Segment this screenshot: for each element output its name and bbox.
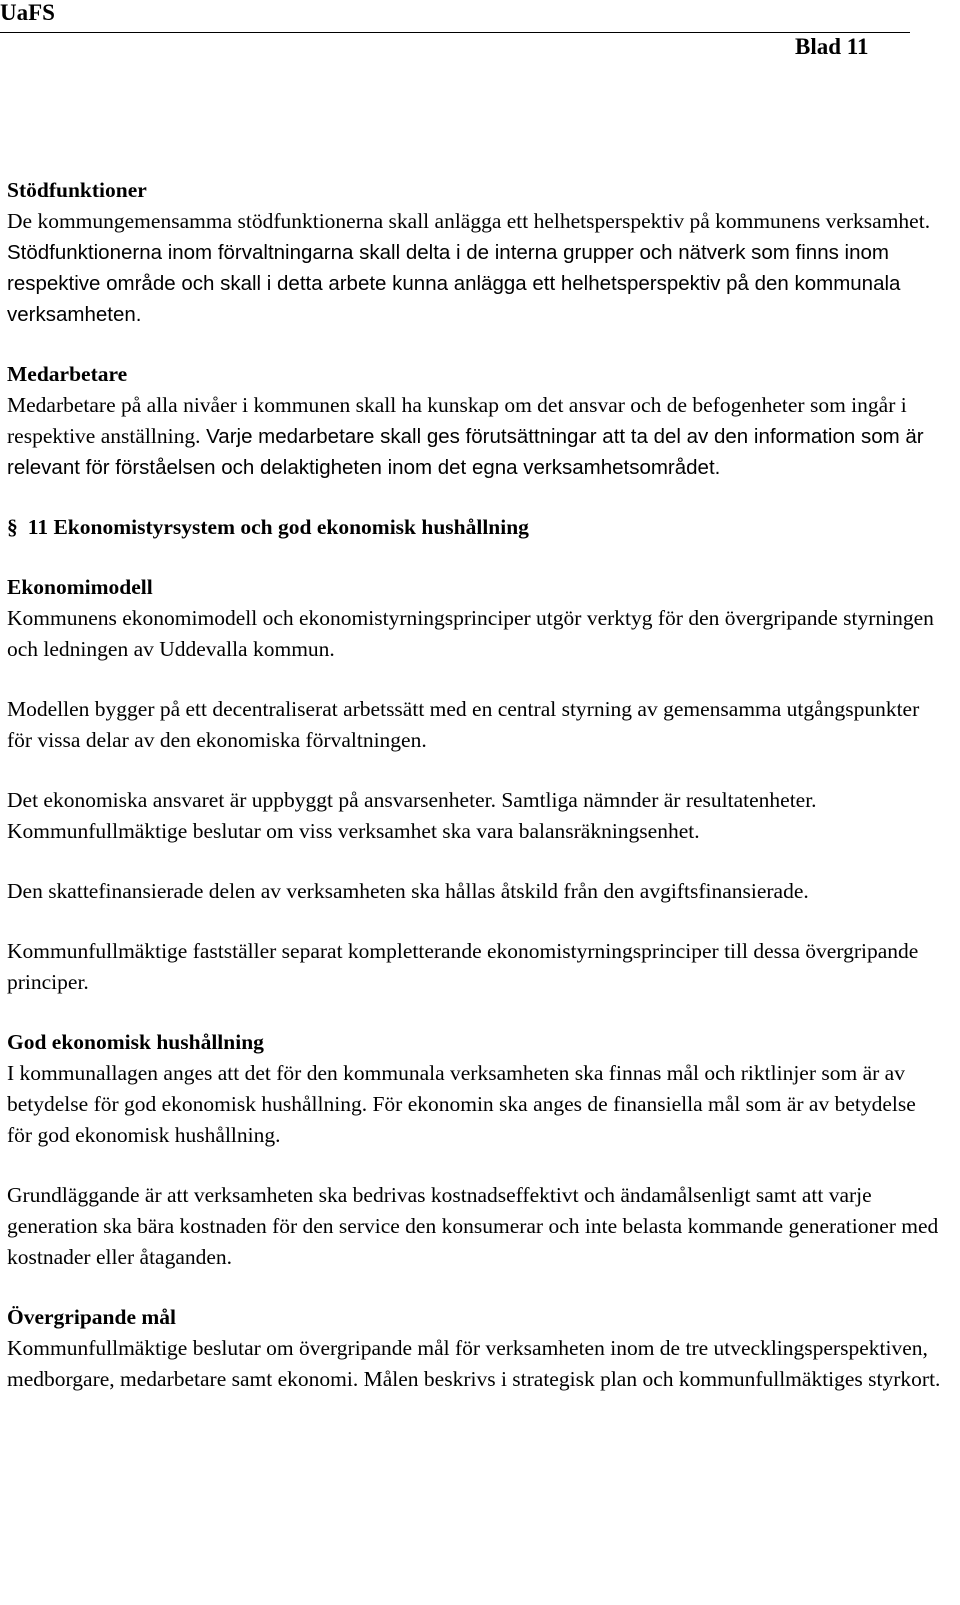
section-sign: § <box>7 515 18 539</box>
section-overgripande-mal <box>7 1302 942 1395</box>
section-text-part-sans: Stödfunktionerna inom förvaltningarna skall delta i de interna grupper och nätverk som finns inom respektive område och skall i detta arbete kunna anlägga ett helhetsperspektiv på den kommunala verksamheten. <box>7 241 901 326</box>
paragraph: Det ekonomiska ansvaret är uppbyggt på ansvarsenheter. Samtliga nämnder är resultatenheter. Kommunfullmäktige beslutar om viss verksamhet ska vara balansräkningsenhet. <box>7 788 817 843</box>
section-medarbetare <box>7 359 942 483</box>
chapter-heading <box>7 512 942 543</box>
section-heading: Medarbetare <box>7 362 128 386</box>
section-text-part: Medarbetare på alla nivåer i kommunen skall ha kunskap om det ansvar och de befogenheter som ingår i respektive anställning. <box>7 393 907 448</box>
paragraph: Grundläggande är att verksamheten ska bedrivas kostnadseffektivt och ändamålsenligt samt att varje generation ska bära kostnaden för den service den konsumerar och inte belasta kommande generationer med kostnader eller åtaganden. <box>7 1183 939 1269</box>
paragraph: Den skattefinansierade delen av verksamheten ska hållas åtskild från den avgiftsfinansierade. <box>7 879 809 903</box>
section-text-part-sans: Varje medarbetare skall ges förutsättningar att ta del av den information som är relevant för förståelsen och delaktigheten inom det egna verksamhetsområdet. <box>7 425 924 479</box>
paragraph: Kommunens ekonomimodell och ekonomistyrningsprinciper utgör verktyg för den övergripande styrningen och ledningen av Uddevalla kommun. <box>7 606 934 661</box>
section-text-part: De kommungemensamma stödfunktionerna skall anlägga ett helhetsperspektiv på kommunens verksamhet. <box>7 209 931 233</box>
paragraph: I kommunallagen anges att det för den kommunala verksamheten ska finnas mål och riktlinjer som är av betydelse för god ekonomisk hushållning. För ekonomin ska anges de finansiella mål som är av betydelse för god ekonomisk hushållning. <box>7 1061 916 1147</box>
page-header <box>0 0 910 33</box>
paragraph: Modellen bygger på ett decentraliserat arbetssätt med en central styrning av gemensamma utgångspunkter för vissa delar av den ekonomiska förvaltningen. <box>7 697 920 752</box>
section-heading: Övergripande mål <box>7 1305 176 1329</box>
document-body <box>7 175 942 1395</box>
section-heading: Stödfunktioner <box>7 178 147 202</box>
org-abbreviation: UaFS <box>0 0 55 25</box>
section-stodfunktioner <box>7 175 942 330</box>
paragraph: Kommunfullmäktige fastställer separat kompletterande ekonomistyrningsprinciper till dessa övergripande principer. <box>7 939 919 994</box>
section-god-ekonomisk-hushallning <box>7 1027 942 1273</box>
section-ekonomimodell <box>7 572 942 998</box>
paragraph: Kommunfullmäktige beslutar om övergripande mål för verksamheten inom de tre utvecklingsperspektiven, medborgare, medarbetare samt ekonomi. Målen beskrivs i strategisk plan och kommunfullmäktiges styrkort. <box>7 1336 941 1391</box>
section-text <box>7 390 942 483</box>
page-number-label: Blad 11 <box>795 34 869 59</box>
section-text <box>7 206 942 330</box>
chapter-title: 11 Ekonomistyrsystem och god ekonomisk hushållning <box>27 515 529 539</box>
section-heading: God ekonomisk hushållning <box>7 1030 264 1054</box>
section-heading: Ekonomimodell <box>7 575 153 599</box>
